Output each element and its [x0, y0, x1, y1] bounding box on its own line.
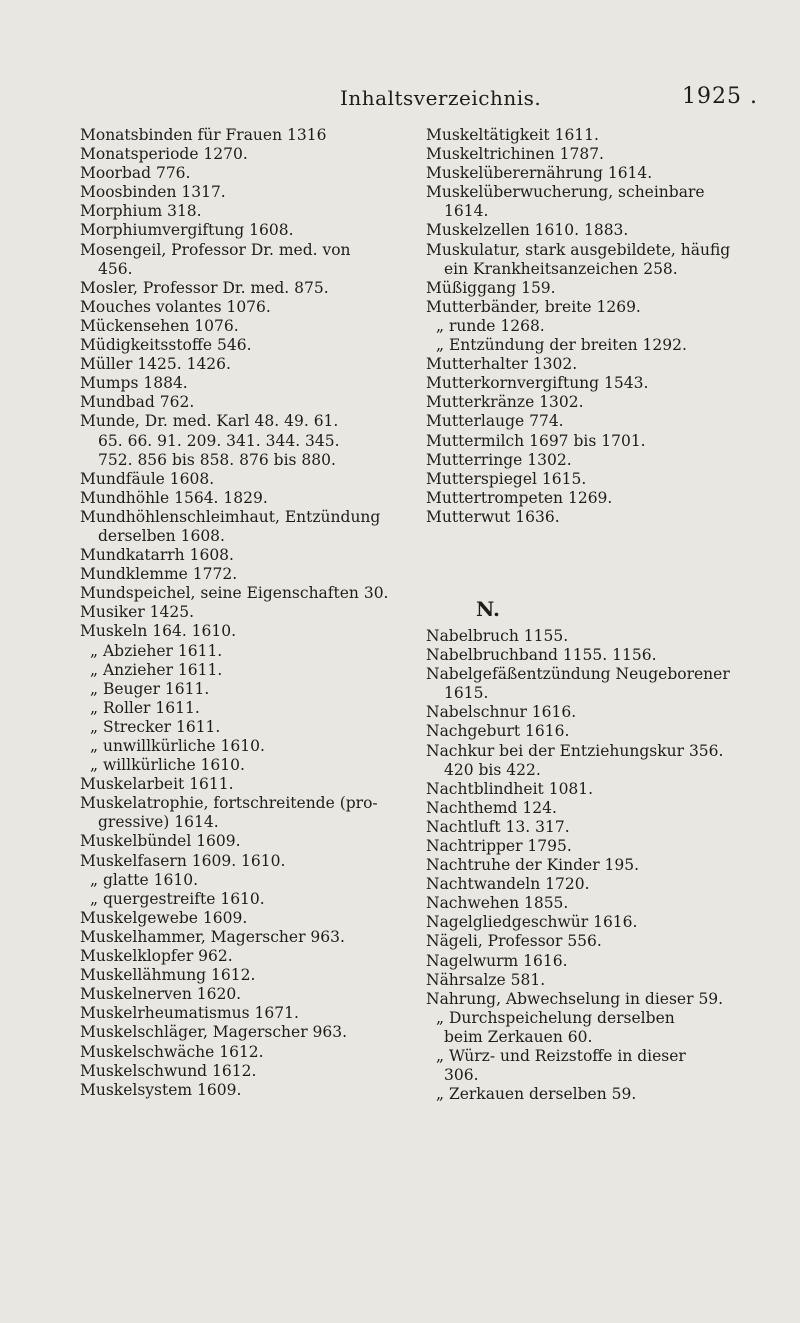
index-entry: Muttertrompeten 1269.: [426, 488, 613, 507]
index-entry: Muskeltrichinen 1787.: [426, 145, 604, 164]
index-entry: 456.: [98, 259, 133, 278]
index-entry: Nachwehen 1855.: [426, 894, 569, 913]
index-entry: Muskelnerven 1620.: [80, 985, 242, 1004]
index-entry: Nabelschnur 1616.: [426, 703, 577, 722]
index-entry: Nagelwurm 1616.: [426, 951, 568, 970]
index-entry: Muskelschwund 1612.: [80, 1061, 257, 1080]
index-entry: Mundklemme 1772.: [80, 565, 238, 584]
index-entry: „ Beuger 1611.: [90, 679, 210, 698]
index-entry: „ Strecker 1611.: [90, 717, 221, 736]
index-entry: Mundhöhle 1564. 1829.: [80, 488, 268, 507]
index-entry: Mutterspiegel 1615.: [426, 469, 587, 488]
index-entry: Nabelbruch 1155.: [426, 626, 569, 645]
page-title: Inhaltsverzeichnis.: [340, 86, 542, 110]
index-entry: Moosbinden 1317.: [80, 183, 226, 202]
index-entry: Nachtwandeln 1720.: [426, 875, 590, 894]
index-entry: 1614.: [444, 202, 489, 221]
index-entry: ein Krankheitsanzeichen 258.: [444, 259, 678, 278]
index-entry: Nabelbruchband 1155. 1156.: [426, 646, 657, 665]
index-entry: Nahrung, Abwechselung in dieser 59.: [426, 989, 724, 1008]
index-entry: „ Anzieher 1611.: [90, 660, 223, 679]
index-entry: Muskeln 164. 1610.: [80, 622, 237, 641]
index-entry: Monatsperiode 1270.: [80, 145, 248, 164]
index-entry: Muskellähmung 1612.: [80, 966, 256, 985]
index-entry: Mundkatarrh 1608.: [80, 546, 234, 565]
index-entry: Muskelatrophie, fortschreitende (pro-: [80, 794, 378, 813]
index-entry: Monatsbinden für Frauen 1316: [80, 126, 327, 144]
index-entry: 420 bis 422.: [444, 760, 541, 779]
index-entry: Mückensehen 1076.: [80, 316, 239, 335]
index-entry: Nachkur bei der Entziehungskur 356.: [426, 741, 724, 760]
index-entry: Muttermilch 1697 bis 1701.: [426, 431, 646, 450]
index-entry: Mutterhalter 1302.: [426, 355, 578, 374]
page-number: 1925 .: [682, 84, 758, 109]
index-entry: „ Entzündung der breiten 1292.: [436, 336, 687, 355]
index-entry: Nachgeburt 1616.: [426, 722, 570, 741]
index-entry: Muskelschwäche 1612.: [80, 1042, 264, 1061]
index-section-m-continued: [426, 126, 736, 527]
index-entry: 1615.: [444, 684, 489, 703]
section-letter: N.: [476, 596, 500, 621]
index-entry: „ Würz- und Reizstoffe in dieser: [436, 1047, 686, 1066]
index-entry: Mumps 1884.: [80, 374, 188, 393]
index-entry: 306.: [444, 1066, 479, 1085]
index-entry: Müßiggang 159.: [426, 278, 556, 297]
index-entry: „ unwillkürliche 1610.: [90, 737, 265, 755]
index-entry: „ glatte 1610.: [90, 870, 199, 889]
index-entry: Mundhöhlenschleimhaut, Entzündung: [80, 507, 381, 526]
index-section-n: [426, 627, 736, 1104]
index-entry: „ runde 1268.: [436, 316, 545, 335]
index-entry: beim Zerkauen 60.: [444, 1027, 593, 1046]
index-entry: Muskelschläger, Magerscher 963.: [80, 1023, 348, 1042]
index-entry: „ Durchspeichelung derselben: [436, 1008, 675, 1027]
index-entry: Mosler, Professor Dr. med. 875.: [80, 278, 329, 297]
index-entry: Muskelsystem 1609.: [80, 1080, 242, 1099]
index-entry: „ Abzieher 1611.: [90, 641, 223, 660]
page-header: [0, 86, 800, 116]
index-entry: Nachtruhe der Kinder 195.: [426, 856, 640, 875]
index-entry: Mutterlauge 774.: [426, 412, 564, 431]
index-entry: „ Roller 1611.: [90, 698, 200, 717]
index-entry: Nägeli, Professor 556.: [426, 932, 602, 951]
index-entry: Morphiumvergiftung 1608.: [80, 221, 294, 240]
index-entry: gressive) 1614.: [98, 813, 219, 832]
index-entry: Muskelüberwucherung, scheinbare: [426, 183, 705, 202]
index-entry: Nabelgefäßentzündung Neugeborener: [426, 665, 730, 684]
index-entry: Mutterkränze 1302.: [426, 393, 584, 412]
index-entry: Nährsalze 581.: [426, 970, 546, 989]
index-entry: Müdigkeitsstoffe 546.: [80, 336, 252, 355]
index-entry: Mutterbänder, breite 1269.: [426, 297, 641, 316]
index-entry: Moorbad 776.: [80, 164, 191, 183]
index-entry: Muskelrheumatismus 1671.: [80, 1004, 299, 1023]
index-entry: Munde, Dr. med. Karl 48. 49. 61.: [80, 412, 339, 431]
index-entry: Muskelzellen 1610. 1883.: [426, 221, 629, 240]
index-entry: Nachthemd 124.: [426, 798, 557, 817]
index-entry: Morphium 318.: [80, 202, 202, 221]
index-entry: derselben 1608.: [98, 526, 225, 545]
index-entry: Muskelgewebe 1609.: [80, 908, 248, 927]
index-entry: Muskeltätigkeit 1611.: [426, 126, 599, 144]
index-column-left: [80, 126, 416, 1100]
index-entry: Muskelhammer, Magerscher 963.: [80, 927, 345, 946]
index-entry: Muskulatur, stark ausgebildete, häufig: [426, 240, 731, 259]
index-entry: Nagelgliedgeschwür 1616.: [426, 913, 638, 932]
index-entry: Mouches volantes 1076.: [80, 297, 271, 316]
index-entry: 752. 856 bis 858. 876 bis 880.: [98, 450, 336, 469]
index-column-right: [426, 126, 736, 1104]
index-entry: „ Zerkauen derselben 59.: [436, 1085, 637, 1104]
index-entry: Muskelarbeit 1611.: [80, 775, 234, 794]
index-entry: Mutterkornvergiftung 1543.: [426, 374, 649, 393]
index-entry: Nachtripper 1795.: [426, 837, 572, 855]
index-entry: Nachtluft 13. 317.: [426, 817, 570, 836]
index-entry: 65. 66. 91. 209. 341. 344. 345.: [98, 431, 340, 450]
index-entry: „ quergestreifte 1610.: [90, 889, 265, 908]
index-entry: Mosengeil, Professor Dr. med. von: [80, 240, 351, 259]
index-entry: Muskelbündel 1609.: [80, 832, 241, 851]
index-entry: Musiker 1425.: [80, 603, 195, 622]
index-entry: Mundspeichel, seine Eigenschaften 30.: [80, 584, 389, 603]
index-entry: Nachtblindheit 1081.: [426, 779, 594, 798]
index-entry: Muskelüberernährung 1614.: [426, 164, 653, 183]
index-entry: Müller 1425. 1426.: [80, 355, 231, 374]
index-entry: Mundfäule 1608.: [80, 469, 215, 488]
index-entry: Mutterringe 1302.: [426, 450, 572, 469]
index-entry: „ willkürliche 1610.: [90, 756, 245, 775]
index-entry: Mutterwut 1636.: [426, 507, 560, 526]
index-entry: Mundbad 762.: [80, 393, 195, 412]
index-entry: Muskelklopfer 962.: [80, 947, 233, 966]
index-entry: Muskelfasern 1609. 1610.: [80, 851, 286, 870]
